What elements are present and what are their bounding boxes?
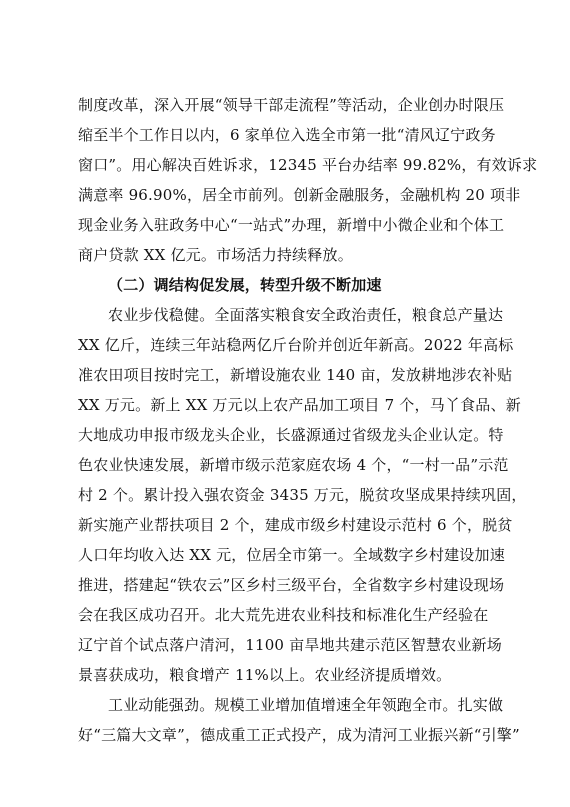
paragraph-line: 新实施产业帮扶项目 2 个，建成市级乡村建设示范村 6 个，脱贫 (78, 516, 513, 534)
paragraph-line: 色农业快速发展，新增市级示范家庭农场 4 个，“一村一品”示范 (78, 456, 509, 474)
paragraph-line: 推进，搭建起“铁农云”区乡村三级平台，全省数字乡村建设现场 (78, 576, 505, 594)
paragraph-line: 大地成功申报市级龙头企业，长盛源通过省级龙头企业认定。特 (78, 426, 504, 444)
paragraph-line: 满意率 96.90%，居全市前列。创新金融服务，金融机构 20 项非 (78, 186, 521, 204)
paragraph-line: 准农田项目按时完工，新增设施农业 140 亩，发放耕地涉农补贴 (78, 366, 513, 384)
paragraph-line: XX 万元。新上 XX 万元以上农产品加工项目 7 个，马丫食品、新 (78, 396, 521, 414)
paragraph-line: 人口年均收入达 XX 元，位居全市第一。全域数字乡村建设加速 (78, 546, 505, 564)
paragraph-line: 商户贷款 XX 亿元。市场活力持续释放。 (78, 246, 353, 264)
section-heading: （二）调结构促发展，转型升级不断加速 (108, 276, 382, 294)
paragraph-line: 缩至半个工作日以内，6 家单位入选全市第一批“清风辽宁政务 (78, 126, 496, 144)
paragraph-line: 景喜获成功，粮食增产 11%以上。农业经济提质增效。 (78, 666, 452, 684)
paragraph-line: 窗口”。用心解决百姓诉求，12345 平台办结率 99.82%，有效诉求 (78, 156, 538, 174)
paragraph-line: 村 2 个。累计投入强农资金 3435 万元，脱贫攻坚成果持续巩固， (78, 486, 527, 504)
paragraph-line: 农业步伐稳健。全面落实粮食安全政治责任，粮食总产量达 (108, 306, 504, 324)
paragraph-line: 辽宁首个试点落户清河，1100 亩旱地共建示范区智慧农业新场 (78, 636, 502, 654)
paragraph-line: 会在我区成功召开。北大荒先进农业科技和标准化生产经验在 (78, 606, 489, 624)
paragraph-line: XX 亿斤，连续三年站稳两亿斤台阶并创近年新高。2022 年高标 (78, 336, 514, 354)
paragraph-line: 现金业务入驻政务中心“一站式”办理，新增中小微企业和个体工 (78, 216, 505, 234)
paragraph-line: 制度改革，深入开展“领导干部走流程”等活动，企业创办时限压 (78, 96, 505, 114)
paragraph-line: 好“三篇大文章”，德成重工正式投产，成为清河工业振兴新“引擎” (78, 726, 520, 744)
paragraph-line: 工业动能强劲。规模工业增加值增速全年领跑全市。扎实做 (108, 696, 504, 714)
